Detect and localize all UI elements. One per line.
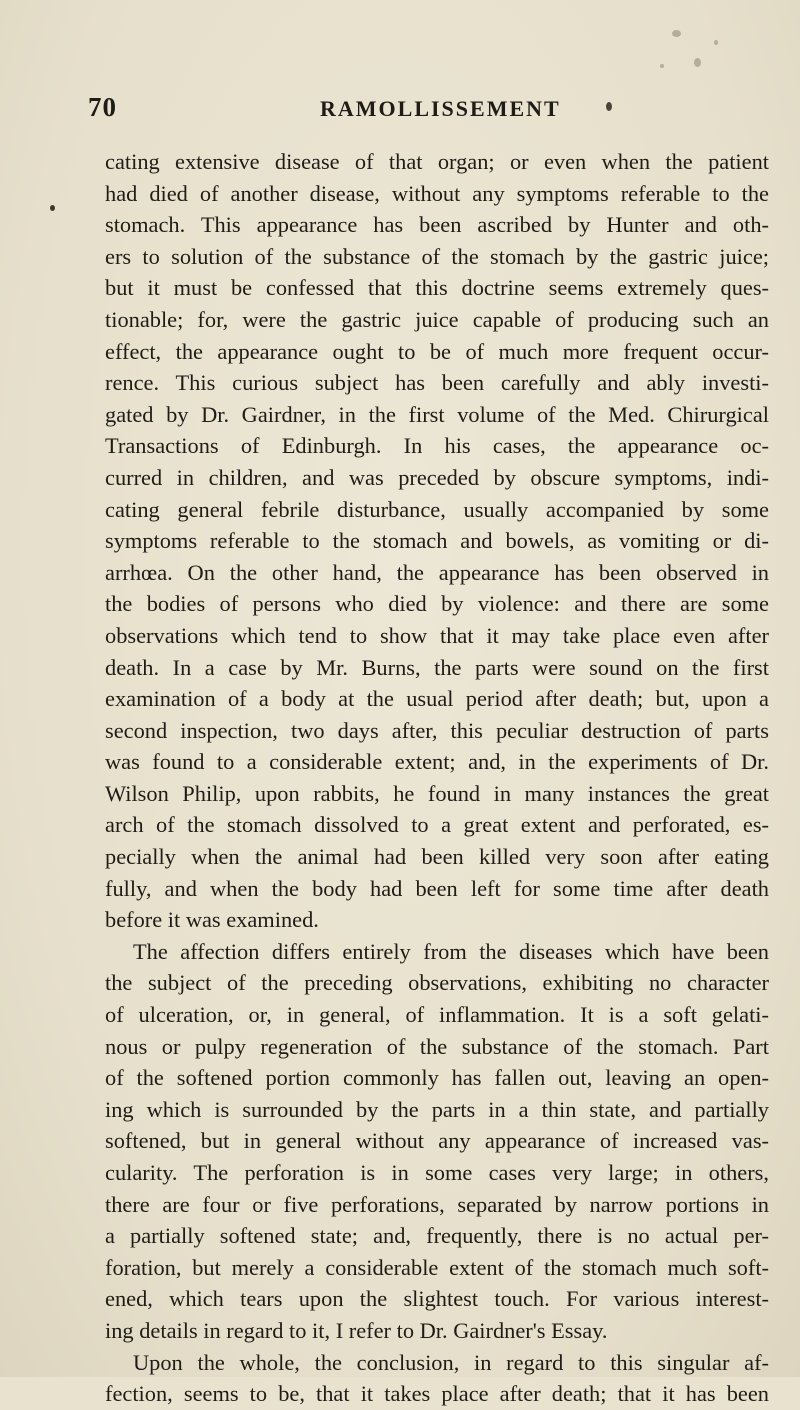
- text-line: was found to a considerable extent; and, in the experiments of Dr.: [105, 749, 769, 775]
- text-line: tionable; for, were the gastric juice capable of producing such an: [105, 306, 769, 332]
- text-line: The affection differs entirely from the diseases which have been: [133, 938, 769, 964]
- text-line: gated by Dr. Gairdner, in the first volume of the Med. Chirurgical: [105, 401, 769, 427]
- paper-speck: [660, 64, 664, 68]
- text-line: foration, but merely a considerable extent of the stomach much soft-: [105, 1254, 769, 1280]
- text-line: but it must be confessed that this doctrine seems extremely ques-: [105, 275, 769, 301]
- text-line: Transactions of Edinburgh. In his cases, the appearance oc-: [105, 433, 769, 459]
- ink-mark: [606, 102, 612, 111]
- text-line: observations which tend to show that it may take place even after: [105, 622, 769, 648]
- paper-speck: [694, 58, 701, 67]
- text-line: fully, and when the body had been left for some time after death: [105, 875, 769, 901]
- text-line: cularity. The perforation is in some cases very large; in others,: [105, 1160, 769, 1185]
- text-line: softened, but in general without any appearance of increased vas-: [105, 1128, 769, 1154]
- page-number: 70: [88, 92, 117, 122]
- text-line: of the softened portion commonly has fallen out, leaving an open-: [105, 1065, 769, 1091]
- page-header: [88, 92, 800, 132]
- text-line: before it was examined.: [105, 907, 319, 933]
- text-line: there are four or five perforations, separated by narrow portions in: [105, 1191, 769, 1217]
- paper-speck: [714, 40, 718, 45]
- margin-ink-dot: [50, 205, 55, 211]
- text-line: death. In a case by Mr. Burns, the parts were sound on the first: [105, 654, 769, 680]
- text-line: arch of the stomach dissolved to a great extent and perforated, es-: [105, 812, 769, 838]
- text-line: effect, the appearance ought to be of much more frequent occur-: [105, 338, 769, 364]
- text-line: had died of another disease, without any symptoms referable to the: [105, 180, 769, 206]
- text-line: stomach. This appearance has been ascribed by Hunter and oth-: [105, 212, 769, 238]
- text-line: cating general febrile disturbance, usually accompanied by some: [105, 496, 769, 522]
- text-line: fection, seems to be, that it takes place after death; that it has been: [105, 1381, 769, 1407]
- text-line: of ulceration, or, in general, of inflammation. It is a soft gelati-: [105, 1002, 769, 1028]
- body-text: [105, 146, 769, 1410]
- text-line: the subject of the preceding observations, exhibiting no character: [105, 970, 769, 996]
- text-line: examination of a body at the usual period after death; but, upon a: [105, 686, 769, 712]
- text-line: ened, which tears upon the slightest touch. For various interest-: [105, 1286, 769, 1312]
- text-line: second inspection, two days after, this peculiar destruction of parts: [105, 717, 769, 743]
- text-line: cating extensive disease of that organ; or even when the patient: [105, 149, 769, 174]
- text-line: ing details in regard to it, I refer to Dr. Gairdner's Essay.: [105, 1317, 608, 1343]
- text-line: Wilson Philip, upon rabbits, he found in many instances the great: [105, 780, 769, 806]
- text-line: ing which is surrounded by the parts in a thin state, and partially: [105, 1096, 769, 1122]
- text-line: nous or pulpy regeneration of the substance of the stomach. Part: [105, 1033, 769, 1059]
- text-line: symptoms referable to the stomach and bowels, as vomiting or di-: [105, 528, 769, 554]
- running-head: RAMOLLISSEMENT: [320, 96, 561, 121]
- text-line: a partially softened state; and, frequently, there is no actual per-: [105, 1223, 769, 1249]
- text-line: pecially when the animal had been killed very soon after eating: [105, 844, 769, 870]
- paper-speck: [672, 30, 681, 37]
- text-line: Upon the whole, the conclusion, in regard to this singular af-: [133, 1349, 769, 1375]
- text-line: rence. This curious subject has been carefully and ably investi-: [105, 370, 769, 396]
- text-line: ers to solution of the substance of the stomach by the gastric juice;: [105, 243, 769, 269]
- text-line: arrhœa. On the other hand, the appearance has been observed in: [105, 559, 769, 585]
- text-line: the bodies of persons who died by violence: and there are some: [105, 591, 769, 617]
- text-line: curred in children, and was preceded by obscure symptoms, indi-: [105, 464, 769, 490]
